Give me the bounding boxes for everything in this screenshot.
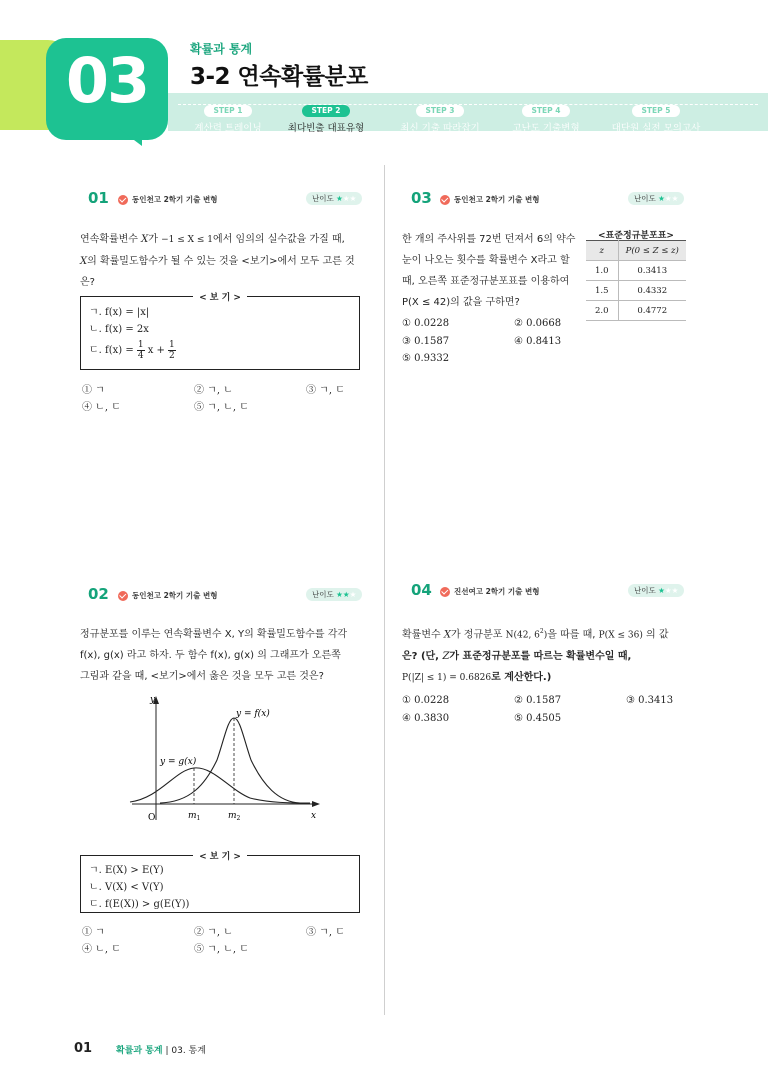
footer-breadcrumb — [116, 1043, 206, 1056]
p03-line-2: 눈이 나오는 횟수를 확률변수 X라고 할 — [402, 255, 570, 266]
step-2-label: 최다빈출 대표유형 — [287, 123, 365, 134]
p01-bogi-item-3-prefix: ㄷ. f(x) = — [89, 345, 134, 356]
chapter-subject: 확률과 통계 — [190, 42, 253, 56]
p04-l3a: P(|Z| ≤ 1) = 0.6826 — [402, 673, 492, 684]
p01-frac-2 — [168, 340, 176, 361]
star-empty-icon: ★★ — [664, 194, 679, 203]
p03-table-head-p: P(0 ≤ Z ≤ z) — [618, 241, 686, 261]
problem-01-bogi-box — [80, 293, 360, 370]
check-icon — [440, 195, 450, 205]
footer-subject: 확률과 통계 — [116, 1046, 163, 1056]
p04-l1c: 가 정규분포 — [450, 629, 506, 641]
f-curve-label: y = f(x) — [236, 709, 270, 719]
p02-bogi-title-text: < 보 기 > — [193, 852, 247, 862]
p04-l2a: 은? (단, — [402, 651, 443, 663]
p02-choice-2[interactable]: ② ㄱ, ㄴ — [194, 927, 233, 938]
p03-table-cell: 1.5 — [586, 281, 618, 301]
p02-choice-3[interactable]: ③ ㄱ, ㄷ — [306, 927, 345, 938]
p03-choice-2[interactable]: ② 0.0668 — [514, 318, 562, 329]
problem-04-text — [402, 621, 692, 689]
problem-02-difficulty — [306, 588, 362, 601]
p01-choice-4[interactable]: ④ ㄴ, ㄷ — [82, 402, 121, 413]
p04-choice-5[interactable]: ⑤ 0.4505 — [514, 713, 562, 724]
p02-line-2: f(x), g(x) 라고 하자. 두 함수 f(x), g(x) 의 그래프가 오른쪽 — [80, 650, 341, 661]
footer-sep: | — [162, 1046, 172, 1056]
p04-l1h: P(X ≤ 36) — [598, 630, 643, 641]
star-empty-icon: ★★ — [342, 194, 357, 203]
page-title: 3-2 연속확률분포 — [190, 64, 368, 90]
difficulty-label: 난이도 — [312, 590, 334, 599]
p03-table-cell: 1.0 — [586, 261, 618, 281]
p04-l1b: X — [443, 629, 451, 641]
m2-label-sub: 2 — [236, 815, 241, 822]
m2-label-base: m — [228, 811, 237, 821]
difficulty-label: 난이도 — [634, 586, 656, 595]
p02-bogi-item-1: ㄱ. E(X) > E(Y) — [89, 865, 164, 876]
g-curve — [130, 768, 310, 803]
m1-label-sub: 1 — [196, 815, 201, 822]
step-4-label: 고난도 기출변형 — [512, 123, 580, 134]
problem-01-difficulty — [306, 192, 362, 205]
p04-l1d: N(42, 6 — [505, 630, 540, 641]
problem-02-number: 02 — [88, 585, 109, 603]
p01-text-e: 에서 임의의 실수값을 가질 때, — [213, 234, 345, 245]
check-icon — [118, 195, 128, 205]
star-icon: ★★ — [336, 590, 350, 599]
p01-frac-2-num: 1 — [169, 340, 175, 350]
p03-choice-3[interactable]: ③ 0.1587 — [402, 336, 450, 347]
p03-choice-5[interactable]: ⑤ 0.9332 — [402, 353, 450, 364]
difficulty-label: 난이도 — [634, 194, 656, 203]
p01-frac-1-den: 4 — [137, 351, 144, 361]
step-4-pill: STEP 4 — [522, 105, 571, 117]
step-1-label: 계산력 트레이닝 — [194, 123, 262, 134]
p01-text-c: 가 — [148, 234, 162, 245]
footer-section: 03. 통계 — [171, 1046, 206, 1056]
p04-choice-1[interactable]: ① 0.0228 — [402, 695, 450, 706]
problem-04-difficulty — [628, 584, 684, 597]
m2-label — [228, 811, 241, 822]
origin-label: O — [148, 813, 156, 823]
problem-02-tag — [118, 590, 218, 601]
problem-04-number: 04 — [411, 581, 432, 599]
step-2[interactable] — [266, 98, 386, 134]
p01-bogi-title-text: < 보 기 > — [193, 293, 247, 303]
p02-line-3: 그림과 같을 때, <보기>에서 옳은 것을 모두 고른 것은? — [80, 671, 324, 682]
p03-choice-1[interactable]: ① 0.0228 — [402, 318, 450, 329]
p01-text-h: 은? — [80, 277, 95, 288]
problem-03-difficulty — [628, 192, 684, 205]
problem-02-bogi-box — [80, 852, 360, 913]
p04-l1f: ) — [543, 630, 548, 641]
step-3[interactable] — [380, 98, 500, 134]
problem-04-tag-text: 진선여고 2학기 기출 변형 — [454, 587, 540, 596]
star-icon: ★ — [658, 586, 665, 595]
p01-var-x: X — [141, 234, 149, 245]
p04-l1g: 을 따를 때, — [547, 629, 599, 641]
p03-z-table — [586, 240, 686, 321]
chapter-number: 03 — [65, 44, 149, 117]
p04-choice-4[interactable]: ④ 0.3830 — [402, 713, 450, 724]
p04-l2c: 가 표준정규분포를 따르는 확률변수일 때, — [449, 651, 632, 663]
p01-text-a: 연속확률변수 — [80, 234, 142, 245]
p01-var-x2: X — [80, 256, 88, 267]
difficulty-label: 난이도 — [312, 194, 334, 203]
p03-table-cell: 0.4772 — [618, 301, 686, 321]
step-5-pill: STEP 5 — [632, 105, 681, 117]
p02-bogi-item-3: ㄷ. f(E(X)) > g(E(Y)) — [89, 899, 190, 910]
check-icon — [118, 591, 128, 601]
chapter-badge-tail — [118, 128, 142, 146]
p04-choice-2[interactable]: ② 0.1587 — [514, 695, 562, 706]
problem-03-text — [402, 229, 582, 313]
p01-choice-5[interactable]: ⑤ ㄱ, ㄴ, ㄷ — [194, 402, 249, 413]
p04-l1e: 2 — [539, 628, 544, 635]
p04-l1i: 의 값 — [642, 629, 669, 641]
star-icon: ★ — [336, 194, 343, 203]
m1-label — [188, 811, 200, 822]
star-icon: ★ — [658, 194, 665, 203]
problem-02-text — [80, 624, 365, 687]
p01-frac-1-num: 1 — [137, 340, 144, 350]
p01-frac-1 — [137, 340, 145, 361]
p01-bogi-item-3 — [89, 340, 176, 361]
star-empty-icon: ★ — [349, 590, 357, 599]
p03-line-4: P(X ≤ 42)의 값을 구하면? — [402, 297, 520, 308]
p02-choice-4[interactable]: ④ ㄴ, ㄷ — [82, 944, 121, 955]
g-curve-label: y = g(x) — [160, 757, 197, 767]
problem-01-number: 01 — [88, 189, 109, 207]
p02-normal-graph — [120, 690, 330, 830]
p04-l1a: 확률변수 — [402, 629, 444, 641]
y-axis-label: y — [150, 695, 156, 705]
p01-bogi-item-1: ㄱ. f(x) = |x| — [89, 307, 150, 318]
p01-text-g: 의 확률밀도함수가 될 수 있는 것을 <보기>에서 모두 고른 것 — [87, 256, 355, 267]
p02-line-1: 정규분포를 이루는 연속확률변수 X, Y의 확률밀도함수를 각각 — [80, 629, 348, 640]
p03-table-head-z: z — [586, 241, 618, 261]
problem-03-tag — [440, 194, 540, 205]
p01-bogi-title — [81, 290, 359, 303]
p04-l3b: 로 계산한다.) — [491, 672, 552, 684]
step-3-label: 최신 기출 따라잡기 — [400, 123, 480, 134]
check-icon — [440, 587, 450, 597]
x-axis-arrow — [312, 801, 320, 807]
problem-01-tag-text: 동인천고 2학기 기출 변형 — [132, 195, 218, 204]
star-empty-icon: ★★ — [664, 586, 679, 595]
p01-frac-2-den: 2 — [169, 351, 175, 361]
step-1-pill: STEP 1 — [204, 105, 253, 117]
step-5-label: 대단원 실전 모의고사 — [611, 123, 701, 134]
step-2-pill: STEP 2 — [302, 105, 351, 117]
step-4[interactable] — [486, 98, 606, 134]
p02-choice-1[interactable]: ① ㄱ — [82, 927, 105, 938]
problem-03-tag-text: 동인천고 2학기 기출 변형 — [454, 195, 540, 204]
problem-02-tag-text: 동인천고 2학기 기출 변형 — [132, 591, 218, 600]
page-number: 01 — [74, 1041, 93, 1056]
column-divider — [384, 165, 385, 1015]
p03-table-cell: 0.4332 — [618, 281, 686, 301]
p01-frac-mid: x + — [147, 345, 165, 356]
step-5[interactable] — [596, 98, 716, 134]
p01-choice-2[interactable]: ② ㄱ, ㄴ — [194, 385, 233, 396]
p01-bogi-item-2: ㄴ. f(x) = 2x — [89, 324, 149, 335]
p04-choice-3[interactable]: ③ 0.3413 — [626, 695, 674, 706]
p03-line-3: 때, 오른쪽 표준정규분포표를 이용하여 — [402, 276, 570, 287]
p03-table-cell: 0.3413 — [618, 261, 686, 281]
p02-bogi-title — [81, 849, 359, 862]
p03-line-1: 한 개의 주사위를 72번 던져서 6의 약수 — [402, 234, 576, 245]
p02-choice-5[interactable]: ⑤ ㄱ, ㄴ, ㄷ — [194, 944, 249, 955]
m1-label-base: m — [188, 811, 197, 821]
p01-choice-3[interactable]: ③ ㄱ, ㄷ — [306, 385, 345, 396]
p03-table-cell: 2.0 — [586, 301, 618, 321]
p03-table-title: <표준정규분포표> — [598, 231, 674, 241]
x-axis-label: x — [311, 811, 317, 821]
p04-l2b: Z — [442, 651, 450, 663]
p01-choice-1[interactable]: ① ㄱ — [82, 385, 105, 396]
problem-01-tag — [118, 194, 218, 205]
p01-range: −1 ≤ X ≤ 1 — [161, 235, 214, 245]
p02-bogi-item-2: ㄴ. V(X) < V(Y) — [89, 882, 164, 893]
problem-03-number: 03 — [411, 189, 432, 207]
p03-choice-4[interactable]: ④ 0.8413 — [514, 336, 562, 347]
problem-04-tag — [440, 586, 540, 597]
step-3-pill: STEP 3 — [416, 105, 465, 117]
problem-01-text — [80, 229, 365, 293]
